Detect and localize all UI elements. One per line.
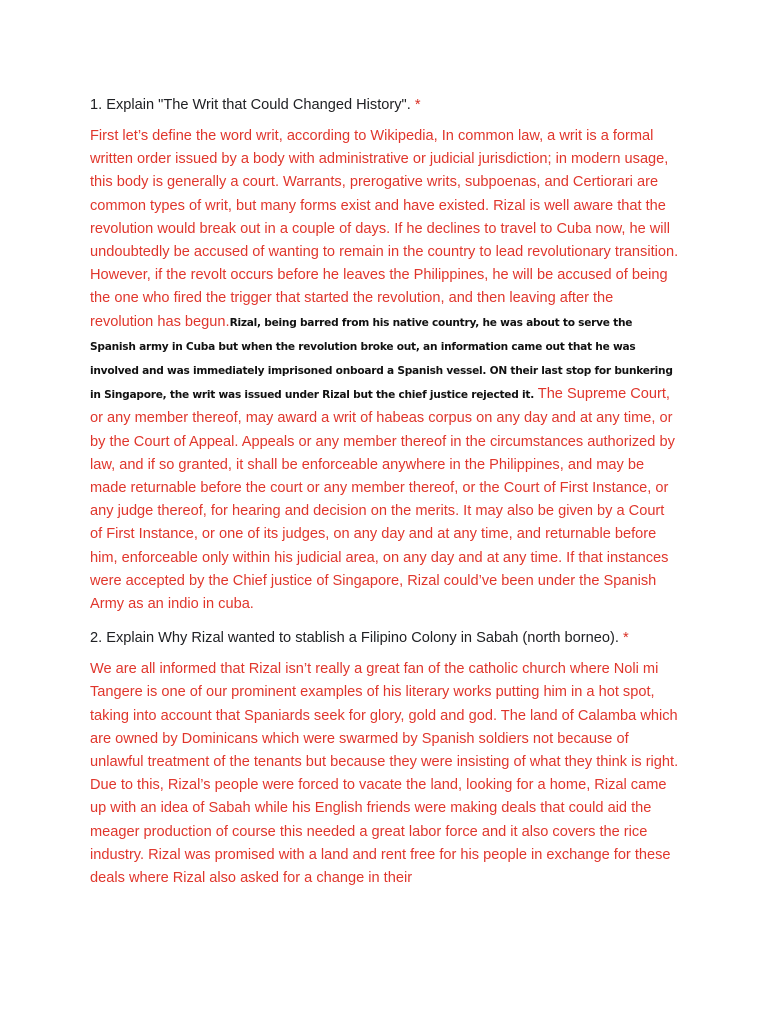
question-2 [90,627,680,650]
question-2-prompt: 2. Explain Why Rizal wanted to stablish a Filipino Colony in Sabah (north borneo). [90,630,619,647]
answer-1-inset-note: Rizal, being barred from his native country, he was about to serve the Spanish army in Cuba but when the revolution broke out, an information came out that he was involved and was immediately imprisoned onboard a Spanish vessel. ON their last stop for bunkering in Singapore, the writ was issued under Rizal but the chief justice rejected it. [90,316,673,402]
question-1-prompt: 1. Explain "The Writ that Could Changed History". [90,97,411,113]
answer-1-part-2: The Supreme Court, or any member thereof, may award a writ of habeas corpus on any day and at any time, or by the Court of Appeal. Appeals or any member thereof in the circumstances authorized by law, and if so granted, it shall be enforceable anywhere in the Philippines, and may be made returnable before the court or any member thereof, or the Court of First Instance, or any judge thereof, for hearing and decision on the merits. It may also be given by a Court of First Instance, or one of its judges, on any day and at any time, and returnable before him, enforceable only within his judicial area, on any day and at any time. If that instances were accepted by the Chief justice of Singapore, Rizal could’ve been under the Spanish Army as an indio in cuba. [90,386,675,613]
answer-1 [90,125,680,616]
document-page [90,94,680,901]
answer-1-part-1: First let’s define the word writ, according to Wikipedia, In common law, a writ is a formal written order issued by a body with administrative or judicial jurisdiction; in modern usage, this body is generally a court. Warrants, prerogative writs, subpoenas, and Certiorari are common types of writ, but many forms exist and have existed. Rizal is well aware that the revolution would break out in a couple of days. If he declines to travel to Cuba now, he will undoubtedly be accused of wanting to remain in the country to lead revolutionary transition. However, if the revolt occurs before he leaves the Philippines, he will be accused of being the one who fired the trigger that started the revolution, and then leaving after the revolution has begun. [90,128,679,330]
required-mark: * [414,97,421,113]
answer-2-text: We are all informed that Rizal isn’t really a great fan of the catholic church where Noli mi Tangere is one of our prominent examples of his literary works putting him in a hot spot, taking into account that Spaniards seek for glory, gold and god. The land of Calamba which are owned by Dominicans which were swarmed by Spanish soldiers not because of unlawful treatment of the tenants but because they were insisting of what they think is right. Due to this, Rizal’s people were forced to vacate the land, looking for a home, Rizal came up with an idea of Sabah while his English friends were making deals that could aid the meager production of course this needed a great labor force and it also covers the rice industry. Rizal was promised with a land and rent free for his people in exchange for these deals where Rizal also asked for a change in their [90,661,679,887]
question-1 [90,94,680,117]
answer-2 [90,658,680,890]
required-mark: * [622,630,629,647]
